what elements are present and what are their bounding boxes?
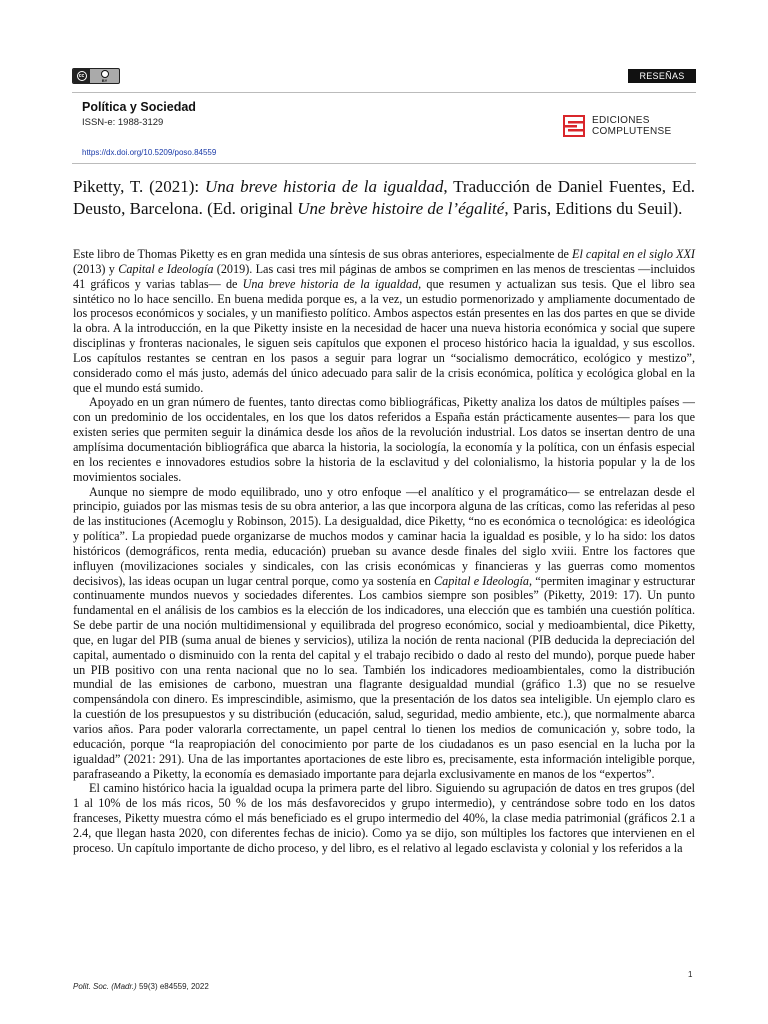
ref-title-fr: Une brève histoire de l’égalité [297,199,505,218]
paragraph-4: El camino histórico hacia la igualdad ocupa la primera parte del libro. Siguiendo su agrupación de datos en tres grupos (del 1 al 10% de los más ricos, 50 % de los más desfavorecidos y grupo intermedio), y centrándose sobre todo en los datos franceses, Piketty muestra cómo el más beneficiado es el grupo intermedio del 40%, la clase media patrimonial (gráficos 2.1 a 2.4, que llegan hasta 2020, con diferentes fechas de inicio). Como ya se dijo, son múltiples los factores que intervienen en el proceso. Un capítulo importante de dicho proceso, y del libro, es el relativo al legado esclavista y colonial y los referidos a la [73,781,695,855]
cc-by-license-badge[interactable] [72,68,120,84]
review-body [73,247,695,856]
ref-end: , Paris, Editions du Seuil). [504,199,683,218]
page-number: 1 [688,970,693,979]
paragraph-1: Este libro de Thomas Piketty es en gran medida una síntesis de sus obras anteriores, especialmente de El capital en el siglo XXI (2013) y Capital e Ideología (2019). Las casi tres mil páginas de ambos se comprimen en las menos de trescientas —incluidos 41 gráficos y varias tablas— de Una breve historia de la igualdad, que resumen y actualizan sus tesis. Que el libro sea sintético no lo hace sencillo. En buena medida porque es, a la vez, un estudio pormenorizado y ampliamente documentado de los procesos económicos y sociales, y un manifiesto político. Ambos aspectos están presentes en las dos partes en que se divide la obra. A la introducción, en la que Piketty insiste en la necesidad de hacer una nueva historia económica y social que supere disciplinas y fronteras nacionales, le siguen seis capítulos que exponen el proceso histórico hacia la igualdad, y sus escollos. Los capítulos restantes se centran en los pasos a seguir para lograr un “socialismo democrático, ecológico y mestizo”, considerado como el más justo, además del único adecuado para salir de la crisis económica, política y ecológica global en la que el mundo está sumido. [73,247,696,395]
section-label: RESEÑAS [628,69,696,83]
cc-icon: cc [73,69,90,83]
publisher-line1: EDICIONES [592,115,650,126]
journal-header [72,92,696,164]
by-icon: BY [90,70,119,83]
ref-middle: , Traducción de Daniel Fuentes, Ed. Deusto, Barcelona. (Ed. original [73,177,695,218]
publisher-logo [563,115,671,137]
publisher-line2: COMPLUTENSE [592,126,672,137]
doi-link[interactable]: https://dx.doi.org/10.5209/poso.84559 [82,148,217,157]
paragraph-2: Apoyado en un gran número de fuentes, tanto directas como bibliográficas, Piketty analiza los datos de múltiples países —con un predominio de los occidentales, en los que los datos referidos a España están prácticamente ausentes— para los que existen series que permiten seguir la dinámica desde los años de la revolución industrial. Los datos se insertan dentro de una amplísima documentación bibliográfica que abarca la historia, la sociología, la economía y la política, con un énfasis especial en los recientes e innovadores estudios sobre la historia de la esclavitud y del colonialismo, la historia popular y la de los movimientos sociales. [73,395,695,484]
paragraph-3: Aunque no siempre de modo equilibrado, uno y otro enfoque —el analítico y el programático— se entrelazan desde el principio, guiados por las mismas tesis de su obra anterior, a las que incorpora alguna de las críticas, como las referidas al peso de las instituciones (Acemoglu y Robinson, 2015). La desigualdad, dice Piketty, “no es económica o tecnológica: es ideológica y política”. La propiedad puede organizarse de muchos modos y caminar hacia la igualdad es posible, y lo ha sido: los datos históricos (demográficos, renta media, educación) prueban su avance desde finales del siglo xviii. Entre los factores que influyen (movilizaciones sociales y sindicales, con las crisis económicas y financieras y las guerras como momentos decisivos), las ideas ocupan un lugar central porque, como ya sostenía en Capital e Ideología, “permiten imaginar y estructurar continuamente mundos nuevos y sociedades diferentes. Los cambios siempre son posibles” (Piketty, 2019: 17). Un punto fundamental en el análisis de los cambios es la elección de los indicadores, una elección que es también una cuestión política. Se debe partir de una noción multidimensional y equilibrada del progreso económico, social y medioambiental, dice Piketty, que, en lugar del PIB (suma anual de bienes y servicios), utiliza la noción de renta nacional (PIB deducida la depreciación del capital, aumentado o disminuido con la renta del capital y el trabajo recibido o dado al resto del mundo), porque puede haber un PIB positivo con una renta nacional que no lo sea. También los indicadores medioambientales, como la distribución mundial de las emisiones de carbono, muestran una flagrante desigualdad mundial (gráfico 1.3) que no se resuelve compensándola con dinero. Es imprescindible, asimismo, que la presentación de los datos sea inteligible. Un ejemplo claro es la cuestión de los presupuestos y su distribución (educación, salud, seguridad, medio ambiente, etc.), que normalmente abarca varios años. Para poder valorarla correctamente, un papel central lo tienen los medios de comunicación y, sobre todo, la educación, porque “la reapropiación del conocimiento por parte de los ciudadanos es un paso esencial en la lucha por la igualdad” (2021: 291). Una de las importantes aportaciones de este libro es, precisamente, esta información inteligible porque, parafraseando a Piketty, la economía es demasiado importante para dejarla exclusivamente en manos de los “expertos”. [73,484,696,781]
ref-title-es: Una breve historia de la igualdad [205,177,444,196]
ref-author: Piketty, T. (2021): [73,177,206,196]
journal-name: Política y Sociedad [82,100,196,114]
footer-citation: Polit. Soc. (Madr.) 59(3) e84559, 2022 [73,982,209,991]
review-reference [73,176,695,220]
issn: ISSN-e: 1988-3129 [82,117,164,128]
ediciones-complutense-icon [563,115,585,137]
